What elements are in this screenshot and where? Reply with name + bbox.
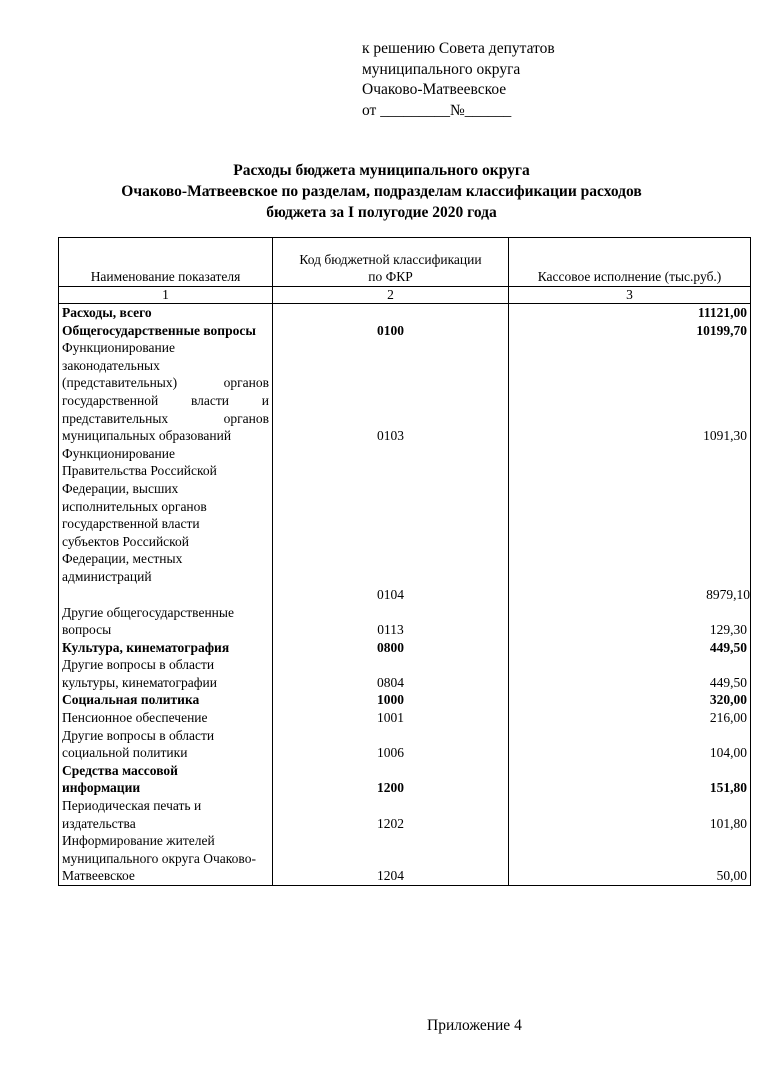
- table-row: [59, 691, 751, 709]
- row-amount: 8979,10: [509, 445, 751, 604]
- row-code: 0100: [377, 322, 404, 338]
- header-line-3: Очаково-Матвеевское: [362, 81, 507, 98]
- row-name: Общегосударственные вопросы: [59, 322, 273, 340]
- header-name-cell: Наименование показателя: [59, 238, 273, 287]
- header-line-2: муниципального округа: [362, 60, 521, 78]
- row-name: Информирование жителей муниципального округа Очаково-Матвеевское: [59, 832, 273, 885]
- budget-expenditure-table: [58, 237, 751, 886]
- row-name: Социальная политика: [59, 691, 273, 709]
- table-row: [59, 727, 751, 762]
- row-amount: 151,80: [509, 762, 751, 797]
- row-code: 1001: [377, 710, 404, 726]
- row-name: Периодическая печать и издательства: [59, 797, 273, 832]
- row-code: [273, 304, 509, 322]
- row-code: 1202: [377, 815, 404, 831]
- row-amount: 320,00: [509, 691, 751, 709]
- row-name: Другие вопросы в области социальной политики: [59, 727, 273, 762]
- column-number-row: [59, 287, 751, 304]
- row-code: 0800: [377, 639, 404, 655]
- row-amount: 50,00: [509, 832, 751, 885]
- header-line-4: от _________№______: [362, 101, 512, 119]
- table-row: [59, 604, 751, 639]
- document-title: [0, 160, 763, 223]
- row-amount: 1091,30: [509, 339, 751, 445]
- table-row: [59, 656, 751, 691]
- header-line-1: к решению Совета депутатов: [362, 40, 555, 57]
- row-name: Пенсионное обеспечение: [59, 709, 273, 727]
- row-amount: 449,50: [509, 656, 751, 691]
- row-name: Функционирование законодательных (представительных) органов государственной власти и представительных органов муниципальных образований: [59, 339, 273, 445]
- row-name: Функционирование Правительства Российской Федерации, высших исполнительных органов государственной власти субъектов Российской Федерации, местных администраций: [59, 445, 273, 604]
- table-row: [59, 639, 751, 657]
- row-name: Другие общегосударственные вопросы: [59, 604, 273, 639]
- row-code: 1000: [377, 692, 404, 708]
- row-code: 1200: [377, 780, 404, 796]
- column-number-3: 3: [509, 287, 751, 304]
- table-row: [59, 762, 751, 797]
- row-name: Расходы, всего: [59, 304, 273, 322]
- row-amount: 129,30: [509, 604, 751, 639]
- header-amount-cell: Кассовое исполнение (тыс.руб.): [509, 238, 751, 287]
- row-name: Культура, кинематография: [59, 639, 273, 657]
- row-name: Другие вопросы в области культуры, кинематографии: [59, 656, 273, 691]
- row-code: 1006: [377, 745, 404, 761]
- table-row: [59, 832, 751, 885]
- row-name: Средства массовой информации: [59, 762, 273, 797]
- decision-reference-block: [362, 39, 555, 121]
- header-code-line-2: по ФКР: [368, 269, 413, 285]
- table-row: [59, 322, 751, 340]
- table-row: [59, 445, 751, 604]
- row-code: 0104: [377, 586, 404, 602]
- table-row: [59, 304, 751, 322]
- table-row: [59, 339, 751, 445]
- appendix-label: Приложение 4: [427, 1017, 522, 1034]
- title-line-3: бюджета за I полугодие 2020 года: [266, 204, 497, 221]
- table-header-row: [59, 238, 751, 287]
- title-line-2: Очаково-Матвеевское по разделам, подразделам классификации расходов: [121, 183, 642, 200]
- row-amount: 11121,00: [509, 304, 751, 322]
- table-row: [59, 709, 751, 727]
- title-line-1: Расходы бюджета муниципального округа: [233, 162, 530, 179]
- row-amount: 101,80: [509, 797, 751, 832]
- table-row: [59, 797, 751, 832]
- row-code: 0804: [377, 674, 404, 690]
- row-amount: 449,50: [509, 639, 751, 657]
- row-code: 0103: [377, 428, 404, 444]
- row-amount: 216,00: [509, 709, 751, 727]
- column-number-2: 2: [273, 287, 509, 304]
- row-amount: 10199,70: [509, 322, 751, 340]
- column-number-1: 1: [59, 287, 273, 304]
- row-code: 0113: [377, 622, 404, 638]
- row-code: 1204: [273, 832, 509, 885]
- header-code-cell: [273, 238, 509, 287]
- row-amount: 104,00: [509, 727, 751, 762]
- header-code-line-1: Код бюджетной классификации: [299, 251, 482, 267]
